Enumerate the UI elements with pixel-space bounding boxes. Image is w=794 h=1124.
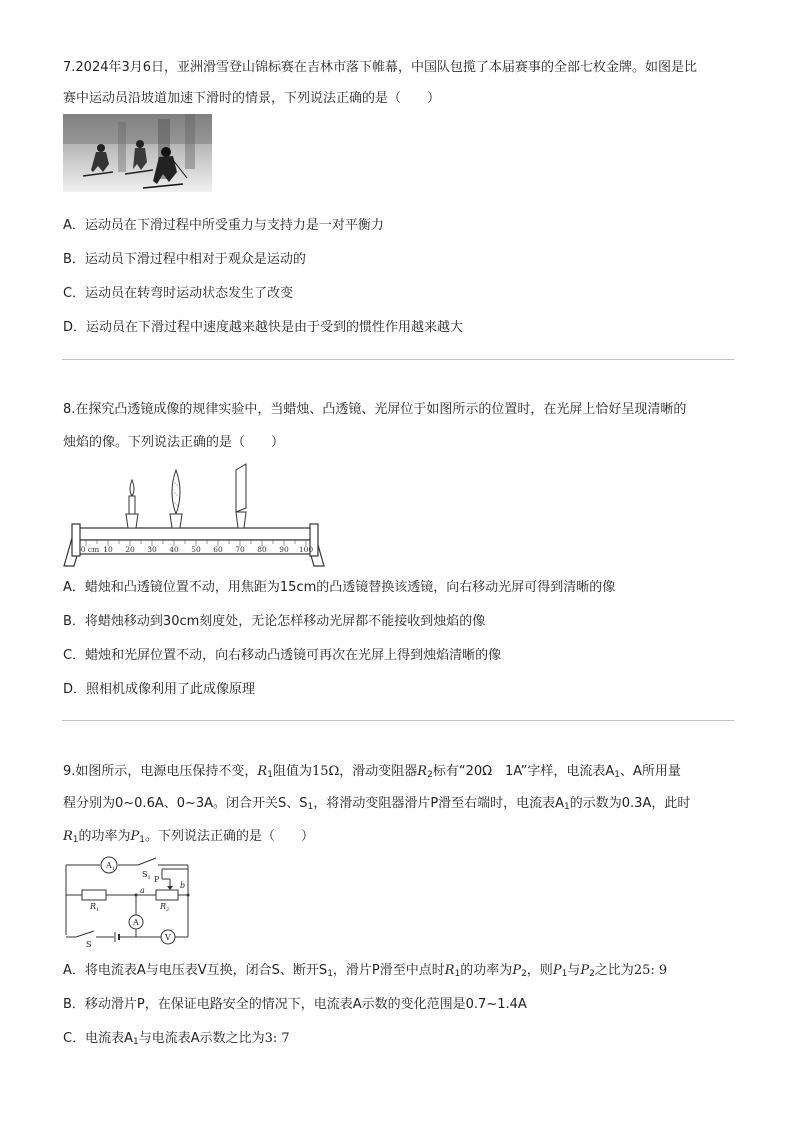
convex-lens-icon	[170, 470, 182, 528]
q8-option-c: C．蜡烛和光屏位置不动，向右移动凸透镜可再次在光屏上得到烛焰清晰的像	[63, 648, 502, 663]
divider	[62, 359, 734, 360]
circuit-diagram	[64, 855, 196, 947]
ruler-label-50: 50	[191, 545, 201, 554]
ruler-label-10: 10	[103, 545, 113, 554]
voltmeter-v-label: V	[165, 933, 171, 942]
ruler-label-30: 30	[147, 545, 157, 554]
ammeter-a1-label: $A_1$	[106, 861, 115, 872]
light-screen-icon	[236, 464, 246, 528]
point-a-label: a	[140, 886, 145, 895]
q7-stem-line1: 7.2024年3月6日，亚洲滑雪登山锦标赛在吉林市落下帷幕，中国队包揽了本届赛事的全部七枚金牌。如图是比	[63, 60, 698, 75]
q9-stem-line3: $R_1$的功率为$P_1$。下列说法正确的是（ ）	[63, 829, 315, 845]
ruler-label-80: 80	[257, 545, 267, 554]
ruler-label-0: 0 cm	[80, 545, 100, 554]
q7-stem-line2: 赛中运动员沿坡道加速下滑时的情景，下列说法正确的是（ ）	[63, 91, 441, 106]
ruler-label-100: 100	[298, 545, 314, 554]
switch-s-label: S	[86, 940, 92, 947]
q8-option-a: A．蜡烛和凸透镜位置不动，用焦距为15cm的凸透镜替换该透镜，向右移动光屏可得到清晰的像	[63, 580, 616, 595]
q8-option-b: B．将蜡烛移动到30cm刻度处，无论怎样移动光屏都不能接收到烛焰的像	[63, 614, 486, 629]
ruler-label-20: 20	[125, 545, 135, 554]
candle-icon	[126, 480, 138, 528]
divider	[62, 720, 734, 721]
ruler-label-70: 70	[235, 545, 245, 554]
slider-p-label: P	[154, 875, 160, 884]
q7-option-d: D．运动员在下滑过程中速度越来越快是由于受到的惯性作用越来越大	[63, 320, 464, 335]
optical-bench-figure	[62, 462, 328, 570]
point-b-label: b	[180, 881, 186, 890]
q7-option-b: B．运动员下滑过程中相对于观众是运动的	[63, 252, 306, 267]
ruler-label-60: 60	[213, 545, 223, 554]
ruler-label-90: 90	[279, 545, 289, 554]
resistor-r2-label: $R_2$	[160, 902, 170, 913]
q8-stem-line1: 8.在探究凸透镜成像的规律实验中，当蜡烛、凸透镜、光屏位于如图所示的位置时，在光屏上恰好呈现清晰的	[63, 402, 687, 417]
q8-stem-line2: 烛焰的像。下列说法正确的是（ ）	[63, 435, 285, 450]
q9-option-b: B．移动滑片P，在保证电路安全的情况下，电流表A示数的变化范围是0.7~1.4A	[63, 997, 527, 1012]
switch-s1-label: $S_1$	[142, 870, 151, 881]
q8-option-d: D．照相机成像利用了此成像原理	[63, 682, 256, 697]
q9-stem-line1: 9.如图所示，电源电压保持不变，$R_1$阻值为15Ω，滑动变阻器$R_2$标有“20Ω 1A”字样，电流表$A_1$、A所用量	[63, 764, 681, 780]
resistor-r1-label: $R_1$	[90, 902, 100, 913]
q9-option-c: C．电流表$A_1$与电流表A示数之比为3: 7	[63, 1031, 290, 1047]
ammeter-a-label: A	[133, 918, 139, 927]
ruler-label-40: 40	[169, 545, 179, 554]
q9-stem-line2: 程分别为0~0.6A、0~3A。闭合开关S、$S_1$，将滑动变阻器滑片P滑至右端时，电流表$A_1$的示数为0.3A，此时	[63, 796, 691, 812]
skiing-photo	[63, 114, 212, 192]
q9-option-a: A．将电流表A与电压表V互换，闭合S、断开$S_1$，滑片P滑至中点时$R_1$的功率为$P_2$，则$P_1$与$P_2$之比为25: 9	[63, 963, 668, 979]
q7-option-c: C．运动员在转弯时运动状态发生了改变	[63, 286, 294, 301]
q7-option-a: A．运动员在下滑过程中所受重力与支持力是一对平衡力	[63, 218, 384, 233]
